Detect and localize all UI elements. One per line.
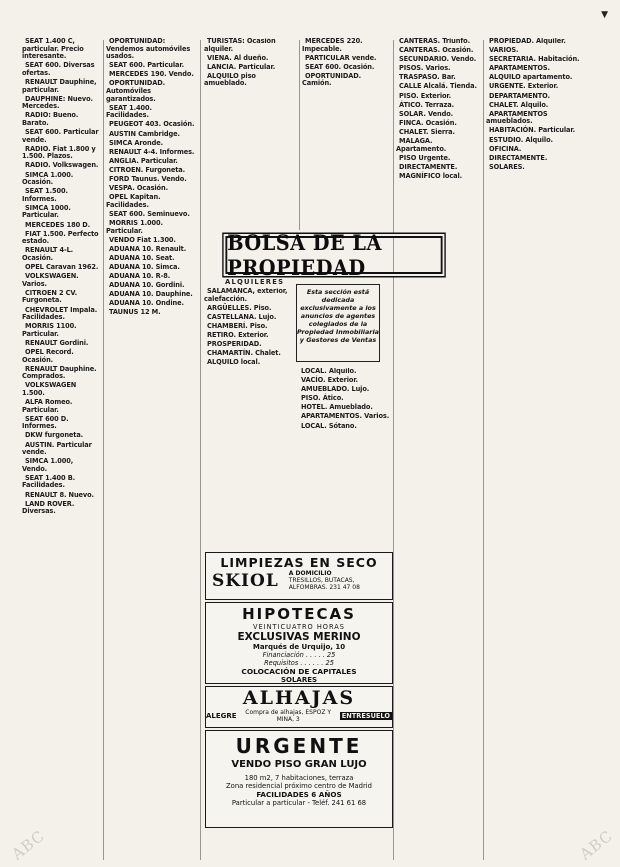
watermark-abc: ABC [8,826,49,864]
classified-ad [22,222,100,230]
classified-ad [106,71,196,79]
classified-ad [106,273,196,281]
corner-mark: ▼ [601,10,608,20]
classified-ad-heading: VENDO Fiat 1.300. [109,235,176,244]
classified-ad-heading: OFICINA. [489,144,522,153]
classified-ad-heading: PEUGEOT 403. Ocasión. [109,120,195,129]
classified-ad [106,255,196,263]
classified-ad [22,323,100,338]
classified-ad [396,38,480,46]
ad-urgente-line1: VENDO PISO GRAN LUJO [231,759,367,770]
classified-ad [396,138,480,153]
classified-ad-heading: APARTAMENTOS. [489,64,550,73]
ad-hipotecas-title: HIPOTECAS [242,605,356,623]
classified-ad [22,501,100,516]
classified-ad [396,173,480,181]
classified-ad [204,38,296,53]
classified-ad [396,155,480,163]
classifieds-column-5 [396,38,480,860]
classifieds-column-1 [22,38,100,860]
classified-ad [22,96,100,111]
ad-hipotecas-line6: COLOCACIÓN DE CAPITALES [241,667,357,676]
classified-ad-heading: SIMCA 1.000. Ocasión. [22,170,74,187]
classified-ad [22,442,100,457]
classified-ad-heading: MAGNÍFICO local. [399,171,463,180]
classified-ad-heading: SECRETARIA. Habitación. [489,55,580,64]
classified-ad [298,386,390,394]
classified-ad [298,404,390,412]
classified-ad [302,55,390,63]
classified-ad [22,231,100,246]
classified-ad-heading: SEAT 1.500. Informes. [22,187,68,203]
ad-hipotecas-line1: VEINTICUATRO HORAS [252,623,345,631]
ad-urgente-line3: Zona residencial próximo centro de Madrid [226,782,372,790]
classified-ad [486,93,582,101]
classified-ad [486,146,582,154]
classified-ad-heading: TRASPASO. Bar. [399,73,456,82]
classified-ad [204,332,292,340]
classified-ad-heading: PISO Urgente. [399,153,451,162]
watermark-abc: ABC [576,826,617,864]
classified-ad-heading: FIAT 1.500. Perfecto estado. [22,229,99,246]
classified-ad-heading: RENAULT Dauphine, particular. [22,77,97,94]
classified-ad [396,56,480,64]
classified-ad [486,47,582,55]
classified-ad-heading: SIMCA 1000. Particular. [22,203,71,220]
classified-ad [22,399,100,414]
classified-ad-heading: SEAT 600. Particular. [109,61,184,70]
column-divider [103,40,104,860]
classified-ad-heading: RENAULT Dauphine. Comprados. [22,364,97,381]
classified-ad [106,282,196,290]
classified-ad [396,164,480,172]
classified-ad [22,146,100,161]
classified-ad [22,264,100,272]
classified-ad [106,237,196,245]
classified-ad-heading: MERCEDES 190. Vendo. [109,70,194,79]
classified-ad [486,65,582,73]
classified-ad-heading: RENAULT Gordini. [25,338,89,347]
classified-ad-heading: CHEVROLET Impala. Facilidades. [22,305,98,322]
ad-alhajas-right: ENTRESUELO [341,712,390,720]
classified-ad [22,38,100,61]
ad-hipotecas-line4: Financiación . . . . . 25 [262,651,336,659]
ad-limpiezas-line2: TRESILLOS, BUTACAS, ALFOMBRAS. 231 47 08 [288,577,360,591]
classified-ad-heading: SIMCA Aronde. [109,138,163,147]
classified-ad [106,80,196,103]
classified-ad-heading: DKW furgoneta. [25,431,84,440]
classified-ad-heading: HOTEL. Amueblado. [301,403,373,412]
classified-ad [22,129,100,144]
classified-ad [486,83,582,91]
classified-ad-heading: TAUNUS 12 M. [109,308,161,317]
classified-ad [204,341,292,349]
classified-ad [22,340,100,348]
classified-ad-heading: PROPIEDAD. Alquiler. [489,38,566,45]
classified-ad [396,129,480,137]
classified-ad [204,73,296,88]
classified-ad [302,64,390,72]
classified-ad [302,73,390,88]
classified-ad [298,413,390,421]
classified-ad-heading: VOLKSWAGEN. Varios. [22,272,79,288]
classified-ad-heading: HABITACIÓN. Particular. [489,126,576,135]
classified-ad [396,102,480,110]
ad-limpiezas-title: LIMPIEZAS EN SECO [220,555,378,570]
classified-ad-heading: OPEL Record. Ocasión. [22,347,74,364]
classified-ad [486,56,582,64]
classified-ad-heading: SEAT 600. Seminuevo. [109,209,190,218]
classified-ad-heading: OPORTUNIDAD: Vendemos automóviles usados. [106,38,191,61]
ad-alhajas [205,686,393,728]
classified-ad-heading: ADUANA 10. Seat. [109,253,175,262]
classified-ad-heading: DIRECTAMENTE. [399,162,458,171]
classified-ad-heading: PISOS. Varios. [399,64,451,73]
classified-ad-heading: MERCEDES 220. Impecable. [302,38,363,53]
classified-ad-heading: ALFA Romeo. Particular. [22,398,73,414]
classified-ad [298,423,390,431]
classified-ad-heading: ALQUILO apartamento. [489,73,573,82]
classified-ad-heading: LANCIA. Particular. [207,62,276,71]
classified-ad-heading: ADUANA 10. Dauphine. [109,290,193,299]
classified-ad-heading: ADUANA 10. Simca. [109,262,180,271]
classified-ad [204,323,292,331]
classified-ad [106,211,196,219]
classified-ad-heading: VOLKSWAGEN 1.500. [22,381,77,397]
classified-ad-heading: OPEL Caravan 1962. [25,263,99,272]
ad-alhajas-left: ALEGRE [206,712,237,720]
classified-ad-heading: RADIO. Fiat 1.800 y 1.500. Plazos. [22,144,96,161]
ad-hipotecas-line7: SOLARES [280,676,318,684]
classified-ad-heading: ESTUDIO. Alquilo. [489,135,553,144]
classified-ad [22,162,100,170]
classifieds-column-4-lower [298,368,390,548]
classified-ad [486,111,582,126]
classified-ad-heading: SEAT 600. Diversas ofertas. [22,61,95,77]
classified-ad-heading: ANGLIA. Particular. [109,156,178,165]
classified-ad-heading: CASTELLANA. Lujo. [207,312,277,321]
classified-ad-heading: PISO. Ático. [301,394,344,403]
classified-ad [106,246,196,254]
classifieds-column-2 [106,38,196,860]
classified-ad [22,349,100,364]
classified-ad [22,492,100,500]
classified-ad [22,458,100,473]
classified-ad-heading: SIMCA 1.000, Vendo. [22,457,74,473]
ad-urgente [205,730,393,828]
classified-ad [106,167,196,175]
classified-ad [22,205,100,220]
classified-ad [298,368,390,376]
classified-ad [204,55,296,63]
classified-ad-heading: LAND ROVER. Diversas. [22,499,75,516]
ad-limpiezas-line1: A DOMICILIO [288,570,332,577]
classified-ad-heading: RENAULT 8. Nuevo. [25,490,94,499]
classified-ad [22,307,100,322]
classified-ad-heading: ADUANA 10. Ondine. [109,299,184,308]
classified-ad-heading: PARTICULAR vende. [305,53,377,62]
classified-ad [22,112,100,127]
classified-ad-heading: ADUANA 10. R-8. [109,272,171,281]
classified-ad-heading: SOLAR. Vendo. [399,109,454,118]
classified-ad-heading: LOCAL. Sótano. [301,421,357,430]
classified-ad [204,305,292,313]
classified-ad [106,185,196,193]
classified-ad-heading: FORD Taunus. Vendo. [109,175,187,183]
classified-ad-heading: DEPARTAMENTO. [489,91,550,100]
column-divider [299,40,300,230]
classified-ad-heading: PISO. Exterior. [399,91,452,100]
classified-ad [486,74,582,82]
ad-alhajas-title: ALHAJAS [242,687,356,709]
classified-ad [106,300,196,308]
classified-ad-heading: MORRIS 1100. Particular. [22,322,77,338]
classified-ad [204,288,292,303]
classified-ad-heading: ALQUILO piso amueblado. [204,71,256,88]
classified-ad-heading: SEAT 600. Ocasión. [305,62,375,71]
classified-ad [106,158,196,166]
classified-ad-heading: CANTERAS. Ocasión. [399,46,474,55]
classified-ad [486,38,582,46]
classified-ad-heading: VESPA. Ocasión. [109,184,168,193]
classified-ad-heading: DIRECTAMENTE. [489,153,548,162]
classified-ad [106,194,196,209]
ad-limpiezas [205,552,393,600]
classified-ad [106,220,196,235]
classified-ad-heading: CITROEN. Furgoneta. [109,165,186,174]
classified-ad [22,247,100,262]
classified-ad-heading: SEAT 1.400 B. Facilidades. [22,473,76,490]
classified-ad-heading: SEAT 600 D. Informes. [22,414,69,431]
classified-ad [106,131,196,139]
classified-ad [22,62,100,77]
classified-ad-heading: ADUANA 10. Gordini. [109,281,185,290]
classified-ad [106,62,196,70]
column-divider [200,40,201,860]
classified-ad-heading: RADIO: Bueno. Barato. [22,111,79,127]
classified-ad [22,290,100,305]
alquileres-heading: ALQUILERES [225,278,285,286]
classified-ad-heading: CHALET. Sierra. [399,127,455,136]
classified-ad [106,309,196,317]
classifieds-column-3-top [204,38,296,228]
classified-ad [106,176,196,184]
classified-ad-heading: SALAMANCA, exterior, calefacción. [204,288,288,303]
classified-ad-heading: ÁTICO. Terraza. [399,100,454,109]
classified-ad-heading: URGENTE. Exterior. [489,82,559,91]
classified-ad-heading: AUSTIN Cambridge. [109,129,180,138]
classified-ad [486,137,582,145]
classified-ad-heading: APARTAMENTOS. Varios. [301,412,390,421]
classifieds-column-3-lower [204,288,292,548]
classified-ad-heading: OPORTUNIDAD. Automóviles garantizados. [106,79,166,103]
classified-ad [22,188,100,203]
classified-ad [298,377,390,385]
classified-ad-heading: DAUPHINE: Nuevo. Mercedes. [22,94,93,111]
ad-hipotecas-line3: Marqués de Urquijo, 10 [252,643,346,651]
classified-ad [22,475,100,490]
classified-ad [106,140,196,148]
column-divider [393,40,394,860]
classified-ad-heading: LOCAL. Alquilo. [301,368,357,375]
classified-ad-heading: CHALET. Alquilo. [489,100,549,109]
classified-ad [106,121,196,129]
classified-ad-heading: VARIOS. [489,46,519,55]
classified-ad-heading: PROSPERIDAD. [207,340,262,349]
classified-ad [486,155,582,163]
ad-urgente-line5: Particular a particular - Teléf. 241 61 68 [231,799,367,807]
classified-ad-heading: CALLE Alcalá. Tienda. [399,82,477,91]
column-divider [483,40,484,860]
classified-ad [204,350,292,358]
classified-ad-heading: FINCA. Ocasión. [399,118,457,127]
classified-ad [204,314,292,322]
classified-ad-heading: RENAULT 4-4. Informes. [109,147,195,156]
classified-ad [298,395,390,403]
classified-ad-heading: CHAMBERÍ. Piso. [207,321,268,330]
classified-ad-heading: RENAULT 4-L. Ocasión. [22,246,74,262]
classified-ad [106,264,196,272]
classified-ad-heading: VACÍO. Exterior. [301,376,358,385]
classified-ad [396,47,480,55]
classified-ad-heading: SOLARES. [489,162,525,171]
classified-ad [396,74,480,82]
ad-urgente-title: URGENTE [235,734,363,758]
ad-urgente-line2: 180 m2, 7 habitaciones, terraza [244,774,354,782]
classified-ad [302,38,390,53]
classified-ad-heading: MALAGA. Apartamento. [396,137,447,153]
classified-ad-heading: MERCEDES 180 D. [25,220,91,229]
classified-ad-heading: SEAT 1.400 C, particular. Precio interesante. [22,38,84,61]
classified-ad [486,127,582,135]
classified-ad-heading: CANTERAS. Triunfo. [399,38,470,45]
classified-ad-heading: SECUNDARIO. Vendo. [399,55,477,64]
classified-ad [22,79,100,94]
classified-ad [204,359,292,367]
classified-ad-heading: ARGÜELLES. Piso. [207,303,272,312]
classified-ad [106,149,196,157]
classified-ad [396,111,480,119]
classified-ad-heading: RADIO. Volkswagen. [25,161,99,170]
classified-ad [396,83,480,91]
classified-ad-heading: AUSTIN. Particular vende. [22,440,92,457]
section-notice: Esta sección está dedicada exclusivamente a los anuncios de agentes colegiados de la Propiedad Inmobiliaria y Gestores de Ventas [296,284,380,362]
classified-ad [204,64,296,72]
classified-ad-heading: RETIRO. Exterior. [207,330,269,339]
classified-ad [486,102,582,110]
classified-ad [106,105,196,120]
classified-ad [22,382,100,397]
classified-ad-heading: OPEL Kapitan. Facilidades. [106,193,161,209]
ad-alhajas-line: Compra de alhajas, ESPOZ Y MINA, 3 [245,709,331,723]
classified-ad [22,416,100,431]
ad-urgente-line4: FACILIDADES 6 AÑOS [256,790,342,799]
classified-ad [22,172,100,187]
ad-hipotecas-line2: EXCLUSIVAS MERINO [237,631,361,643]
ad-hipotecas [205,602,393,684]
section-title: BOLSA DE LA PROPIEDAD [225,236,442,274]
classified-ad-heading: ADUANA 10. Renault. [109,244,187,253]
classified-ad-heading: CHAMARTÍN. Chalet. [207,349,281,358]
ad-hipotecas-line5: Requisitos . . . . . . 25 [264,659,334,667]
classifieds-column-6 [486,38,582,860]
ad-limpiezas-brand: SKIOL [212,570,279,591]
classified-ad-heading: AMUEBLADO. Lujo. [301,385,370,394]
classified-ad-heading: MORRIS 1.000. Particular. [106,218,163,235]
classified-ad [22,432,100,440]
classified-ad [22,273,100,288]
classified-ad-heading: TURISTAS: Ocasión alquiler. [204,38,276,53]
classified-ad-heading: SEAT 1.400. Facilidades. [106,103,152,120]
classified-ad-heading: OPORTUNIDAD. Camión. [302,71,362,88]
classified-ad [396,120,480,128]
classified-ad-heading: ALQUILO local. [207,358,261,367]
classified-ad [106,291,196,299]
classified-ad-heading: SEAT 600. Particular vende. [22,128,99,144]
classified-ad-heading: CITROEN 2 CV. Furgoneta. [22,288,77,305]
classified-ad [396,65,480,73]
classified-ad [106,38,196,61]
classifieds-column-4-top [302,38,390,228]
classified-ad-heading: APARTAMENTOS amueblados. [486,109,548,126]
classified-ad [22,366,100,381]
classified-ad [486,164,582,172]
classified-ad-heading: VIENA. Al dueño. [207,53,269,62]
classified-ad [396,93,480,101]
